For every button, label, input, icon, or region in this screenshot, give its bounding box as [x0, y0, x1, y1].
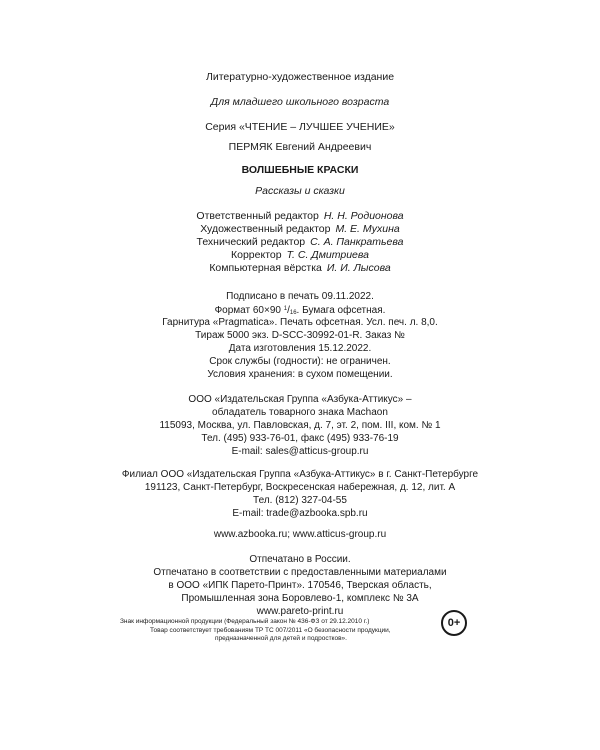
- storage-conditions: Условия хранения: в сухом помещении.: [207, 369, 393, 380]
- tr-compliance-2: предназначенной для детей и подростков».: [215, 635, 347, 642]
- staff-row: [0, 249, 600, 262]
- printer-line-3: Промышленная зона Боровлево-1, комплекс № 3А: [181, 593, 419, 604]
- staff-name: Т. С. Дмитриева: [286, 249, 369, 261]
- printer-line-1: Отпечатано в соответствии с предоставленными материалами: [153, 567, 447, 578]
- format-prefix: Формат 60×90: [214, 305, 281, 316]
- publisher-phone: Тел. (495) 933-76-01, факс (495) 933-76-19: [201, 433, 399, 444]
- printer-line-2: в ООО «ИПК Парето-Принт». 170546, Тверская область,: [168, 580, 432, 591]
- branch-name: Филиал ООО «Издательская Группа «Азбука-Аттикус» в г. Санкт-Петербурге: [121, 469, 479, 480]
- staff-credits: [0, 210, 600, 275]
- info-product-mark: Знак информационной продукции (Федеральный закон № 436-ФЗ от 29.12.2010 г.): [120, 618, 370, 625]
- age-audience: Для младшего школьного возраста: [210, 96, 390, 108]
- staff-role: Технический редактор: [196, 236, 306, 248]
- series-name: Серия «ЧТЕНИЕ – ЛУЧШЕЕ УЧЕНИЕ»: [205, 121, 395, 133]
- staff-row: [0, 210, 600, 223]
- websites: [0, 528, 600, 541]
- publisher-trademark: обладатель товарного знака Machaon: [212, 407, 388, 418]
- branch-phone: Тел. (812) 327-04-55: [253, 495, 347, 506]
- branch-address: 191123, Санкт-Петербург, Воскресенская набережная, д. 12, лит. А: [144, 482, 456, 493]
- publisher-address: 115093, Москва, ул. Павловская, д. 7, эт. 2, пом. III, ком. № 1: [159, 420, 441, 431]
- staff-name: Н. Н. Родионова: [323, 210, 404, 222]
- tr-compliance-1: Товар соответствует требованиям ТР ТС 007/2011 «О безопасности продукции,: [150, 626, 391, 634]
- printer-info: [0, 553, 600, 618]
- staff-row: [0, 223, 600, 236]
- websites-line: www.azbooka.ru; www.atticus-group.ru: [213, 529, 387, 540]
- format-line: Формат 60×90 $^1/_{16}$. Бумага офсетная.: [214, 305, 386, 316]
- branch-email: E-mail: trade@azbooka.spb.ru: [232, 508, 368, 519]
- book-subtitle: Рассказы и сказки: [255, 185, 345, 197]
- format-fraction-num: 1: [283, 306, 288, 312]
- printed-country: Отпечатано в России.: [249, 554, 351, 565]
- staff-role: Ответственный редактор: [196, 210, 319, 222]
- staff-name: И. И. Лысова: [326, 262, 391, 274]
- format-fraction-den: 16: [289, 310, 297, 316]
- staff-row: [0, 236, 600, 249]
- manufacture-date: Дата изготовления 15.12.2022.: [228, 343, 372, 354]
- compliance-info: [120, 618, 460, 644]
- service-life: Срок службы (годности): не ограничен.: [209, 356, 391, 367]
- typeface-line: Гарнитура «Pragmatica». Печать офсетная. Усл. печ. л. 8,0.: [162, 317, 438, 328]
- staff-name: С. А. Панкратьева: [310, 236, 404, 248]
- staff-role: Компьютерная вёрстка: [209, 262, 322, 274]
- staff-role: Корректор: [231, 249, 282, 261]
- edition-genre: Литературно-художественное издание: [205, 71, 395, 83]
- branch-info: [0, 468, 600, 520]
- printer-website: www.pareto-print.ru: [256, 606, 344, 617]
- publisher-email: E-mail: sales@atticus-group.ru: [231, 446, 369, 457]
- print-run: Тираж 5000 экз. D-SCC-30992-01-R. Заказ №: [195, 330, 405, 341]
- publisher-name: ООО «Издательская Группа «Азбука-Аттикус» –: [188, 394, 412, 405]
- staff-row: [0, 262, 600, 275]
- print-info: [0, 290, 600, 381]
- staff-role: Художественный редактор: [200, 223, 331, 235]
- staff-name: М. Е. Мухина: [335, 223, 400, 235]
- author-name: ПЕРМЯК Евгений Андреевич: [228, 141, 372, 153]
- format-suffix: . Бумага офсетная.: [296, 305, 386, 316]
- publisher-info: [0, 393, 600, 458]
- book-title: ВОЛШЕБНЫЕ КРАСКИ: [241, 164, 359, 176]
- age-rating-badge: 0+: [441, 610, 467, 636]
- signed-date: Подписано в печать 09.11.2022.: [226, 291, 374, 302]
